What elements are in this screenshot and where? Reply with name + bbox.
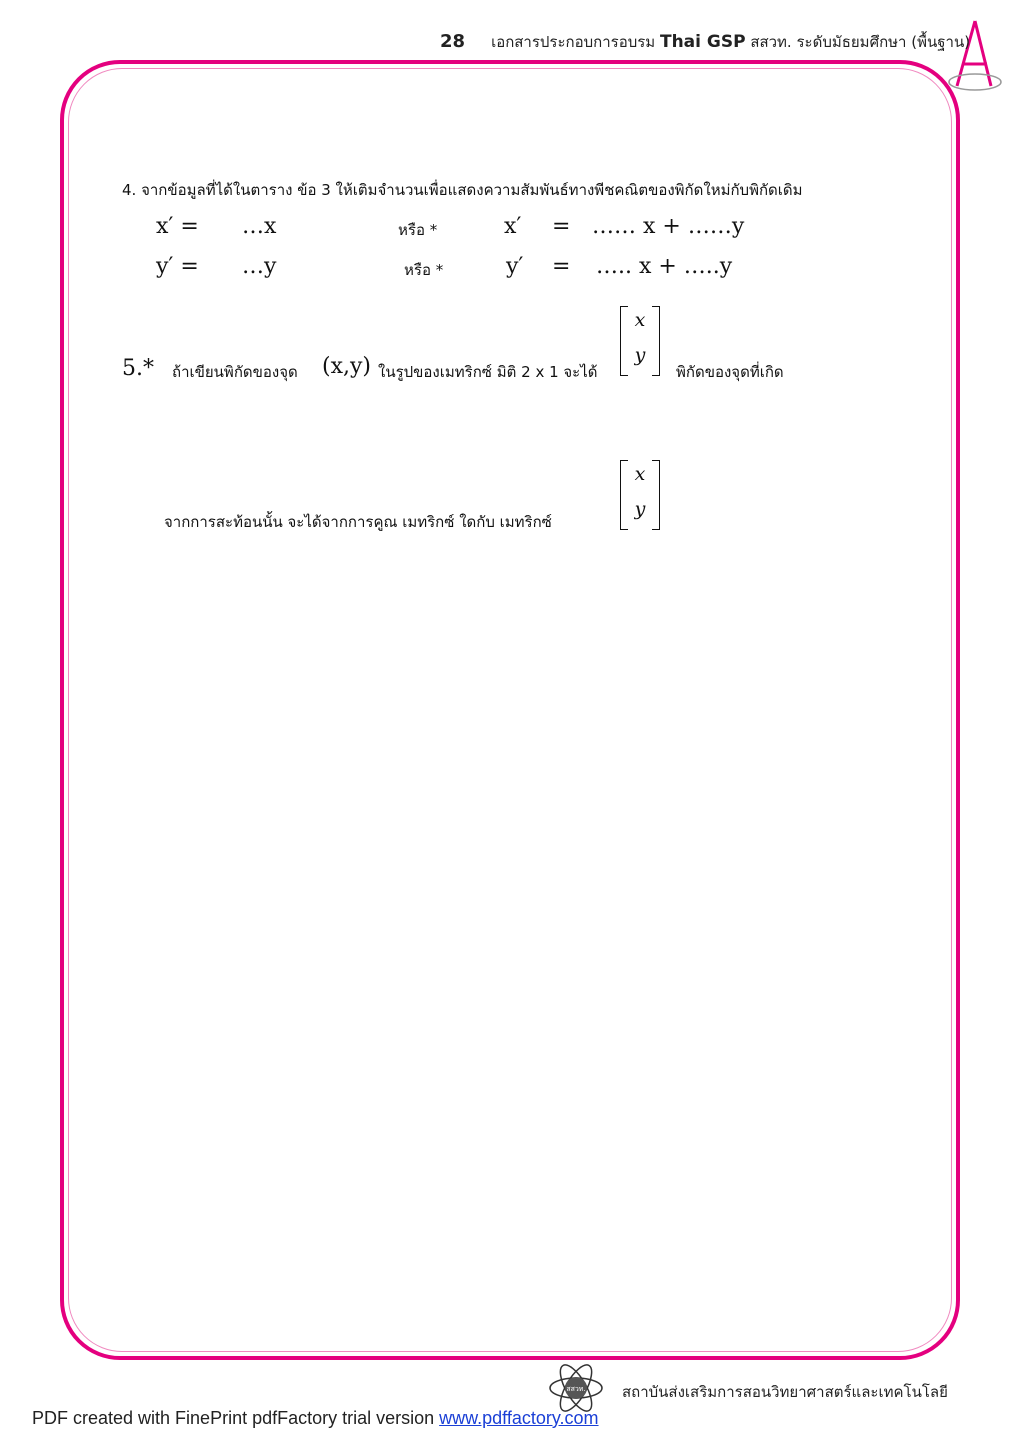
matrix-top-entry: x <box>634 309 646 331</box>
question-5-point: (x,y) <box>322 354 371 379</box>
q4-row2-or: หรือ * <box>404 261 444 279</box>
q5b-column-matrix <box>620 460 660 530</box>
question-5-text-a: ถ้าเขียนพิกัดของจุด <box>172 363 298 381</box>
question-5-text-c: พิกัดของจุดที่เกิด <box>676 363 784 381</box>
pdf-note-text: PDF created with FinePrint pdfFactory trial version <box>32 1408 440 1428</box>
matrix-bottom-entry: y <box>634 344 646 366</box>
q4-row2-eq: = <box>552 254 571 279</box>
pdf-factory-note <box>32 1408 599 1429</box>
q4-row2-lhs2: y′ <box>506 254 524 279</box>
header-title-prefix: เอกสารประกอบการอบรม <box>491 33 660 51</box>
question-5-text-b: ในรูปของเมทริกซ์ มิติ 2 x 1 จะได้ <box>378 363 598 381</box>
corner-logo-icon <box>945 16 1005 96</box>
matrix-bottom-entry: y <box>634 498 646 520</box>
q4-row2-expr: ….. x + …..y <box>596 254 733 279</box>
header-title-suffix: สสวท. ระดับมัธยมศึกษา (พื้นฐาน) <box>745 33 971 51</box>
institute-logo-text: สสวท. <box>566 1385 586 1393</box>
institute-logo-icon <box>548 1362 604 1414</box>
q4-row1-expr: …… x + ……y <box>592 214 745 239</box>
page-header <box>440 30 970 54</box>
q4-row1-eq: = <box>552 214 571 239</box>
q4-row1-lhs: x′ = <box>156 214 199 239</box>
q4-row2-rhs: …y <box>242 254 277 279</box>
header-title-gsp: Thai GSP <box>659 32 746 52</box>
question-5-label: 5.* <box>122 356 154 381</box>
q4-row1-rhs: …x <box>242 214 277 239</box>
question-4-text: 4. จากข้อมูลที่ได้ในตาราง ข้อ 3 ให้เติมจำนวนเพื่อแสดงความสัมพันธ์ทางพีชคณิตของพิกัดใหม่กับพิกัดเดิม <box>122 181 803 199</box>
q4-row2-lhs: y′ = <box>156 254 199 279</box>
matrix-top-entry: x <box>634 463 646 485</box>
q4-row1-lhs2: x′ <box>504 214 522 239</box>
q5-column-matrix <box>620 306 660 376</box>
question-5b-text: จากการสะท้อนนั้น จะได้จากการคูณ เมทริกซ์ ใดกับ เมทริกซ์ <box>164 513 552 531</box>
q4-row1-or: หรือ * <box>398 221 438 239</box>
pdf-factory-link[interactable]: www.pdffactory.com <box>439 1408 599 1428</box>
page-number: 28 <box>440 31 466 52</box>
footer-institute: สถาบันส่งเสริมการสอนวิทยาศาสตร์และเทคโนโลยี <box>622 1383 948 1401</box>
